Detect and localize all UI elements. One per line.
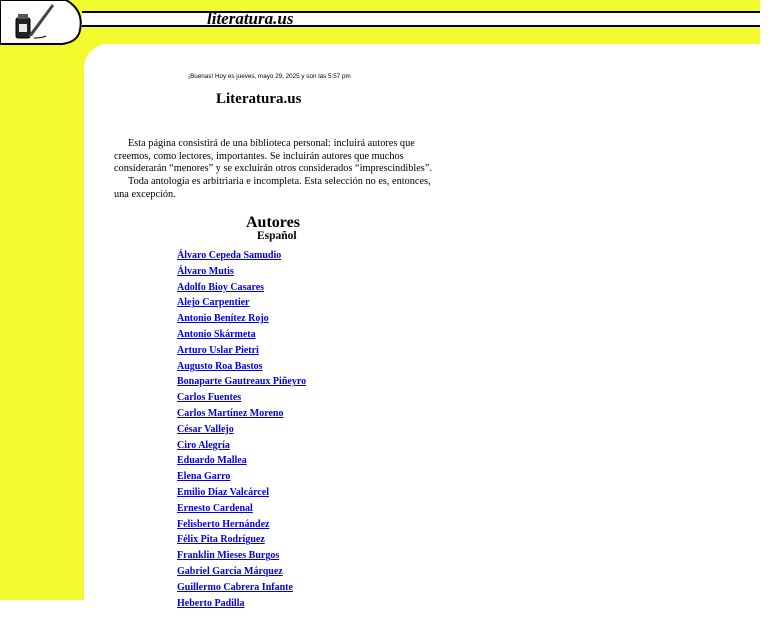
list-item	[177, 578, 306, 594]
author-link[interactable]: Félix Pita Rodríguez	[177, 534, 265, 546]
author-link[interactable]: Augusto Roa Bastos	[177, 360, 263, 372]
list-item	[177, 357, 306, 373]
list-item	[177, 262, 306, 278]
author-link[interactable]: Bonaparte Gautreaux Piñeyro	[177, 376, 307, 388]
list-item	[177, 325, 306, 341]
header-band	[0, 0, 760, 46]
intro-paragraph-2: Toda antología es arbitriaria e incompleta. Esta selección no es, entonces, una excepción.	[114, 176, 431, 200]
list-item	[177, 404, 306, 420]
list-item	[177, 594, 306, 610]
authors-subheading: Español	[257, 230, 297, 242]
list-item	[177, 530, 306, 546]
author-link[interactable]: Ernesto Cardenal	[177, 502, 253, 514]
intro-paragraph-1: Esta página consistirá de una biblioteca personal: incluirá autores que creemos, como lectores, importantes. Se incluirán autores que muchos considerarán “menores” y se excluirán otros considerados “imprescindibles”.	[114, 138, 432, 175]
author-link[interactable]: Gabriel García Márquez	[177, 565, 283, 577]
page-title: Literatura.us	[216, 91, 302, 107]
list-item	[177, 420, 306, 436]
author-link[interactable]: Carlos Martínez Moreno	[177, 407, 284, 419]
author-link[interactable]: Emilio Díaz Valcárcel	[177, 486, 270, 498]
author-link[interactable]: Alejo Carpentier	[177, 297, 250, 309]
author-list	[177, 246, 306, 609]
author-link[interactable]: Eduardo Mallea	[177, 455, 247, 467]
author-link[interactable]: Ciro Alegría	[177, 439, 230, 451]
list-item	[177, 562, 306, 578]
list-item	[177, 246, 306, 262]
author-link[interactable]: Antonio Skármeta	[177, 328, 256, 340]
author-link[interactable]: Adolfo Bioy Casares	[177, 281, 265, 293]
list-item	[177, 278, 306, 294]
list-item	[177, 499, 306, 515]
list-item	[177, 436, 306, 452]
author-link[interactable]: Franklin Mieses Burgos	[177, 550, 280, 562]
list-item	[177, 341, 306, 357]
inkwell-quill-icon[interactable]	[12, 2, 58, 44]
author-link[interactable]: Heberto Padilla	[177, 597, 245, 609]
author-link[interactable]: Carlos Fuentes	[177, 392, 242, 404]
author-link[interactable]: Elena Garro	[177, 471, 231, 483]
site-title[interactable]: literatura.us	[207, 9, 294, 28]
intro-text	[114, 138, 444, 202]
greeting-text: ¡Buenas! Hoy es jueves, mayo 29, 2025 y son las 5:57 pm	[188, 73, 351, 80]
author-link[interactable]: Álvaro Mutis	[177, 265, 234, 277]
list-item	[177, 293, 306, 309]
list-item	[177, 483, 306, 499]
list-item	[177, 451, 306, 467]
author-link[interactable]: Álvaro Cepeda Samudio	[177, 250, 282, 261]
author-link[interactable]: Guillermo Cabrera Infante	[177, 581, 293, 593]
author-link[interactable]: Arturo Uslar Pietri	[177, 344, 259, 356]
list-item	[177, 309, 306, 325]
author-link[interactable]: César Vallejo	[177, 423, 234, 435]
author-link[interactable]: Antonio Benítez Rojo	[177, 313, 269, 325]
list-item	[177, 467, 306, 483]
author-link[interactable]: Felisberto Hernández	[177, 518, 270, 530]
list-item	[177, 388, 306, 404]
list-item	[177, 372, 306, 388]
authors-heading: Autores	[246, 214, 300, 231]
list-item	[177, 546, 306, 562]
list-item	[177, 515, 306, 531]
